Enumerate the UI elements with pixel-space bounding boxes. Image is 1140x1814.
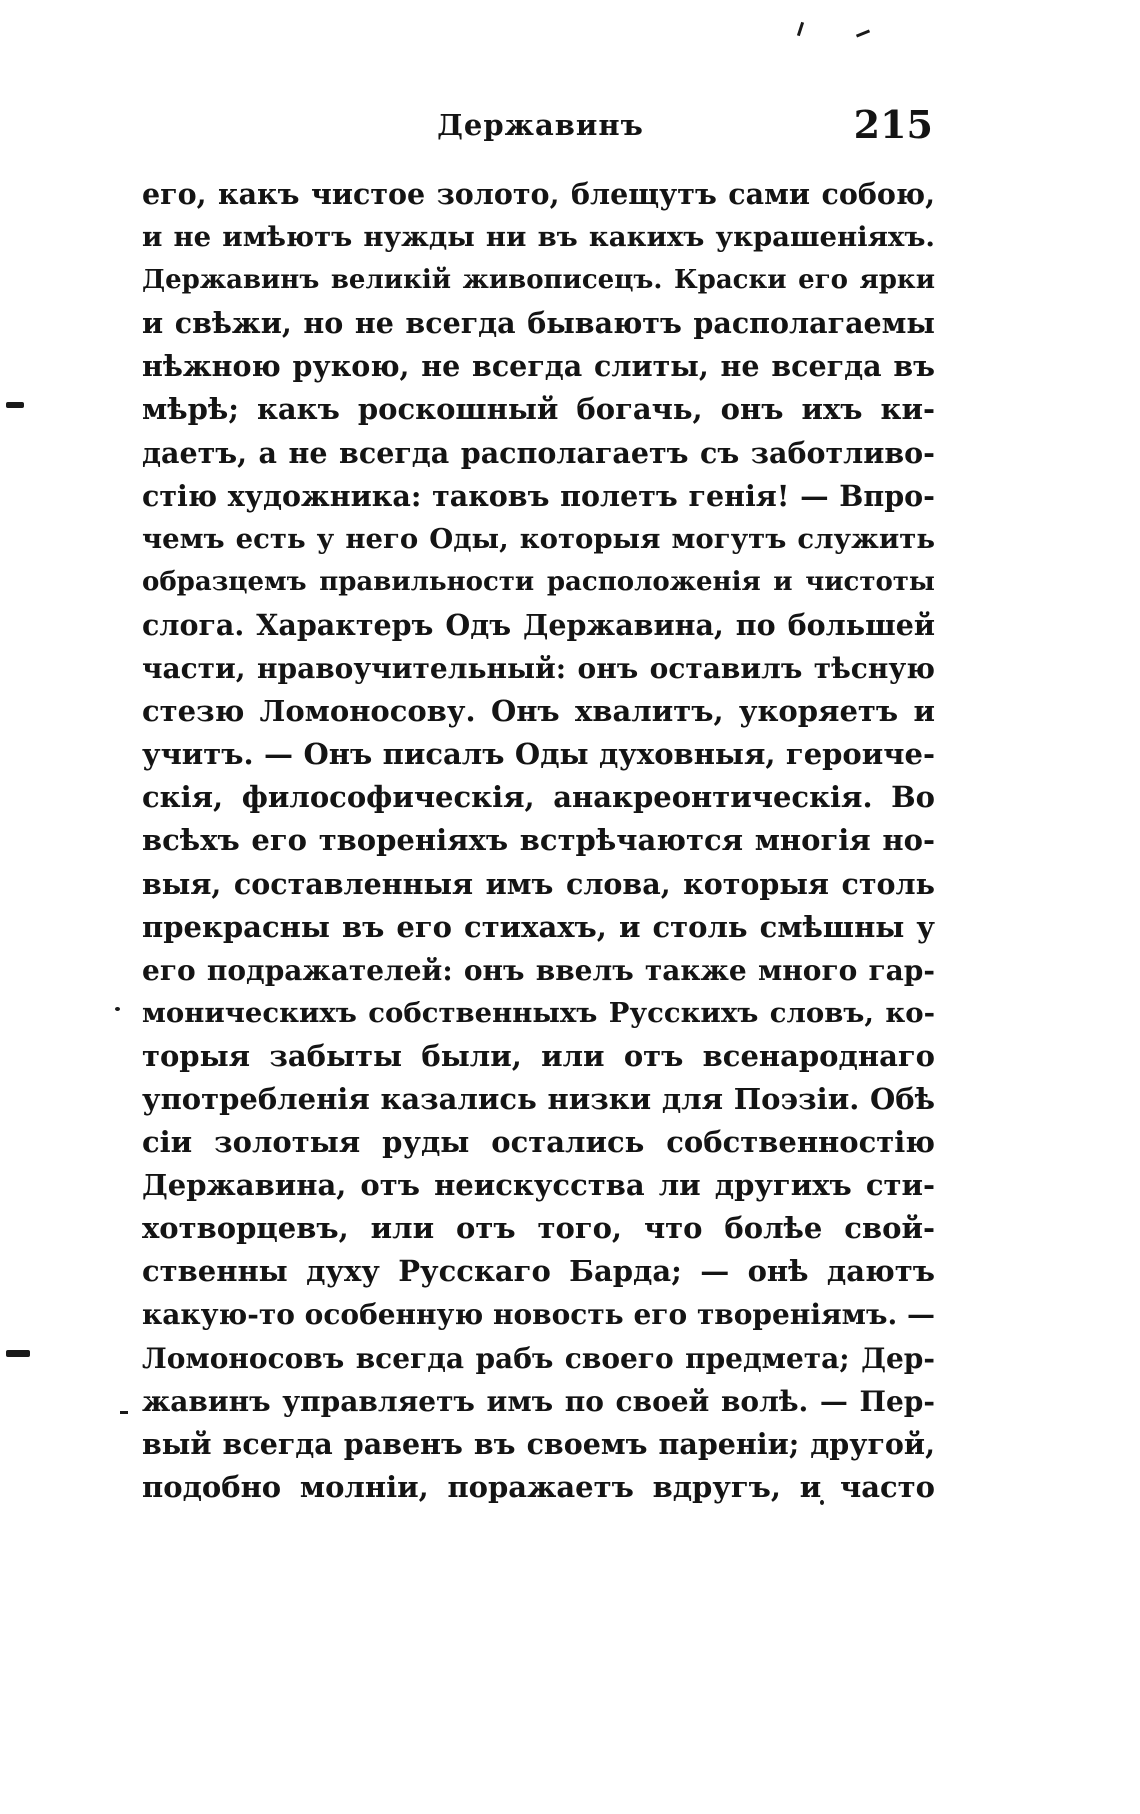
text-line: торыя забыты были, или отъ всенароднаго [142,1038,935,1073]
margin-mark [6,402,24,408]
text-line: его, какъ чистое золото, блещутъ сами собою, [142,177,935,211]
margin-mark [6,1350,30,1357]
text-line: вый всегда равенъ въ своемъ пареніи; другой, [142,1426,935,1461]
text-line: подобно молніи, поражаетъ вдругъ, и часто [142,1469,935,1504]
text-line: учитъ. — Онъ писалъ Оды духовныя, героиче- [142,737,935,772]
body-text [142,173,935,1509]
ink-speck [120,1411,128,1414]
text-line: хотворцевъ, или отъ того, что болѣе свой- [142,1211,935,1246]
text-line: Державинъ великій живописецъ. Краски его ярки [142,265,935,296]
text-line: чемъ есть у него Оды, которыя могутъ служить [142,522,935,555]
text-line: части, нравоучительный: онъ оставилъ тѣсную [142,652,935,686]
text-line: моническихъ собственныхъ Русскихъ словъ, ко- [142,996,935,1029]
ink-speck [856,29,870,37]
text-line: выя, составленныя имъ слова, которыя столь [142,866,935,901]
page-number: 215 [853,102,933,147]
text-line: стію художника: таковъ полетъ генія! — Впро- [142,478,935,513]
text-line: всѣхъ его твореніяхъ встрѣчаются многія но- [142,823,935,858]
text-line: скія, философическія, анакреонтическія. Во [142,780,935,815]
text-line: слога. Характеръ Одъ Державина, по большей [142,607,935,642]
text-line: и свѣжи, но не всегда бываютъ располагаемы [142,306,935,341]
text-line: образцемъ правильности расположенія и чистоты [142,566,935,597]
ink-speck [115,1007,120,1011]
running-head: Державинъ [437,108,644,142]
text-line: и не имѣютъ нужды ни въ какихъ украшеніяхъ. [142,221,935,254]
text-line: нѣжною рукою, не всегда слиты, не всегда въ [142,349,935,384]
text-line: Ломоносовъ всегда рабъ своего предмета; Дер- [142,1341,935,1375]
text-line: употребленія казались низки для Поэзіи. Обѣ [142,1081,935,1116]
text-line: его подражателей: онъ ввелъ также много гар- [142,953,935,987]
text-line: Державина, отъ неискусства ли другихъ сти- [142,1168,935,1203]
text-line: сіи золотыя руды остались собственностію [142,1125,935,1160]
text-line: жавинъ управляетъ имъ по своей волѣ. — Пер- [142,1384,935,1418]
page-header [148,102,933,158]
text-line: какую-то особенную новость его твореніямъ. — [142,1298,935,1332]
text-line: прекрасны въ его стихахъ, и столь смѣшны у [142,909,935,944]
text-line: стезю Ломоносову. Онъ хвалитъ, укоряетъ и [142,694,935,729]
text-line: даетъ, а не всегда располагаетъ съ заботливо- [142,435,935,470]
ink-speck [797,22,804,36]
text-line: мѣрѣ; какъ роскошный богачь, онъ ихъ ки- [142,392,935,427]
text-line: ственны духу Русскаго Барда; — онѣ даютъ [142,1254,935,1289]
